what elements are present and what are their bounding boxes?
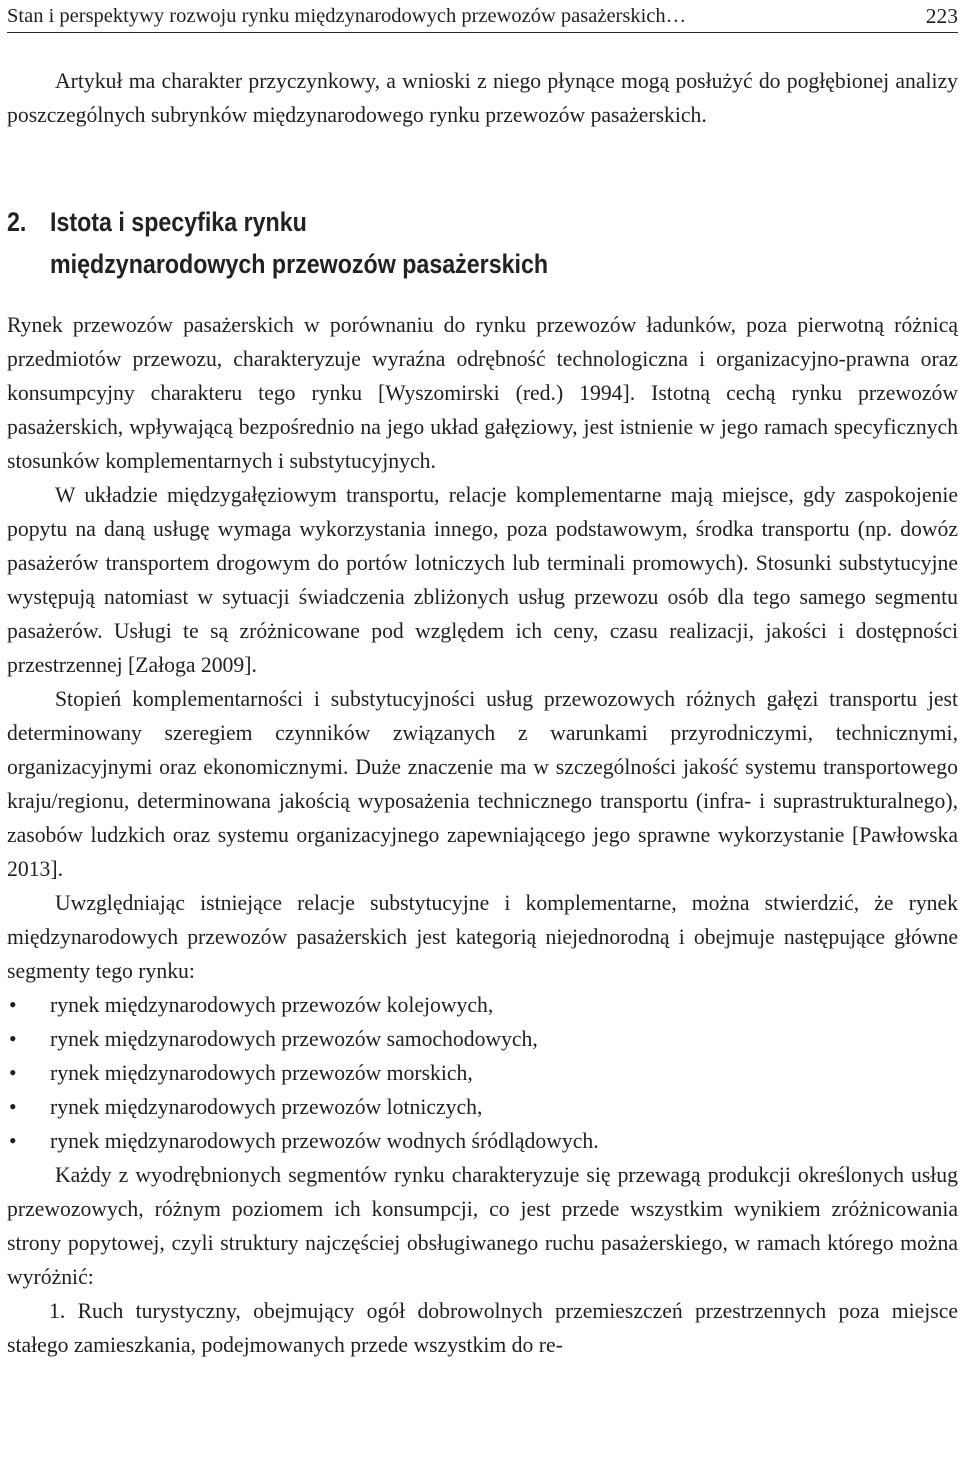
closing-paragraph: Każdy z wyodrębnionych segmentów rynku charakteryzuje się przewagą produkcji określonych usług przewozowych, różnym poziomem ich konsumpcji, co jest przede wszystkim wynikiem zróżnicowania strony popytowej, czyli struktury najczęściej obsługiwanego ruchu pasażerskiego, w ramach którego można wyróżnić: <box>7 1163 958 1289</box>
bullet-icon: • <box>9 1095 17 1119</box>
page-number: 223 <box>925 4 958 28</box>
section-title-line2: międzynarodowych przewozów pasażerskich <box>50 249 549 279</box>
list-item-text: rynek międzynarodowych przewozów samochodowych, <box>50 1027 538 1051</box>
segment-list <box>7 988 958 1158</box>
paragraph: Stopień komplementarności i substytucyjności usług przewozowych różnych gałęzi transportu jest determinowany szeregiem czynników związanych z warunkami przyrodniczymi, technicznymi, organizacyjnymi oraz ekonomicznymi. Duże znaczenie ma w szczególności jakość systemu transportowego kraju/regionu, determinowana jakością wyposażenia technicznego transportu (infra- i suprastrukturalnego), zasobów ludzkich oraz systemu organizacyjnego zapewniającego jego sprawne wykorzystanie [Pawłowska 2013]. <box>7 687 958 881</box>
section-body <box>7 308 958 1362</box>
numbered-item: 1. Ruch turystyczny, obejmujący ogół dobrowolnych przemieszczeń przestrzennych poza miejsce stałego zamieszkania, podejmowanych przede wszystkim do re- <box>7 1299 958 1357</box>
list-item-text: rynek międzynarodowych przewozów morskich, <box>50 1061 473 1085</box>
list-item <box>7 1090 958 1124</box>
section-title-line1: Istota i specyfika rynku <box>50 207 307 237</box>
paragraph: Uwzględniając istniejące relacje substytucyjne i komplementarne, można stwierdzić, że rynek międzynarodowych przewozów pasażerskich jest kategorią niejednorodną i obejmuje następujące główne segmenty tego rynku: <box>7 891 958 983</box>
intro-section <box>7 64 958 132</box>
paragraph: W układzie międzygałęziowym transportu, relacje komplementarne mają miejsce, gdy zaspokojenie popytu na daną usługę wymaga wykorzystania innego, poza podstawowym, środka transportu (np. dowóz pasażerów transportem drogowym do portów lotniczych lub terminali promowych). Stosunki substytucyjne występują natomiast w sytuacji świadczenia zbliżonych usług przewozu osób dla tego samego segmentu pasażerów. Usługi te są zróżnicowane pod względem ich ceny, czasu realizacji, jakości i dostępności przestrzennej [Załoga 2009]. <box>7 483 958 677</box>
paragraph: Rynek przewozów pasażerskich w porównaniu do rynku przewozów ładunków, poza pierwotną różnicą przedmiotów przewozu, charakteryzuje wyraźna odrębność technologiczna i organizacyjno-prawna oraz konsumpcyjny charakteru tego rynku [Wyszomirski (red.) 1994]. Istotną cechą rynku przewozów pasażerskich, wpływającą bezpośrednio na jego układ gałęziowy, jest istnienie w jego ramach specyficznych stosunków komplementarnych i substytucyjnych. <box>7 313 958 473</box>
bullet-icon: • <box>9 993 17 1017</box>
section-heading <box>7 201 825 285</box>
list-item-text: rynek międzynarodowych przewozów lotniczych, <box>50 1095 483 1119</box>
document-page <box>7 0 958 1462</box>
list-item-text: rynek międzynarodowych przewozów wodnych śródlądowych. <box>50 1129 599 1153</box>
list-item <box>7 1124 958 1158</box>
bullet-icon: • <box>9 1027 17 1051</box>
bullet-icon: • <box>9 1129 17 1153</box>
list-item-text: rynek międzynarodowych przewozów kolejowych, <box>50 993 494 1017</box>
list-item <box>7 1056 958 1090</box>
running-head-title: Stan i perspektywy rozwoju rynku międzynarodowych przewozów pasażerskich… <box>7 5 687 27</box>
bullet-icon: • <box>9 1061 17 1085</box>
list-item <box>7 988 958 1022</box>
section-number: 2. <box>7 207 27 237</box>
list-item <box>7 1022 958 1056</box>
intro-paragraph: Artykuł ma charakter przyczynkowy, a wnioski z niego płynące mogą posłużyć do pogłębionej analizy poszczególnych subrynków międzynarodowego rynku przewozów pasażerskich. <box>7 69 958 127</box>
running-head <box>7 2 958 33</box>
